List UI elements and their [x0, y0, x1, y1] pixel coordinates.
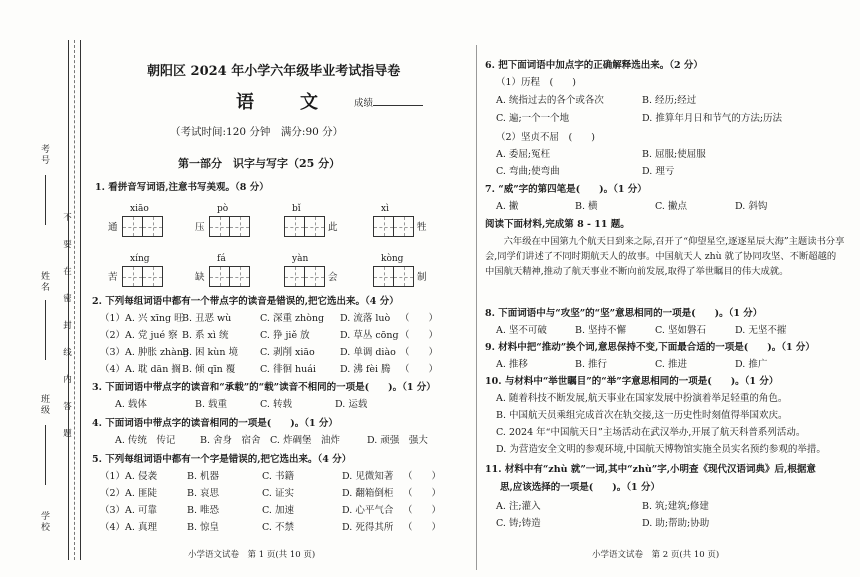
q2-option: D. 单调 diào [340, 347, 396, 358]
q5-option: （3）A. 可靠 [100, 505, 157, 516]
q8-option: A. 坚不可破 [496, 325, 547, 336]
q8-option: D. 无坚不摧 [735, 325, 787, 336]
q1-answer-box[interactable] [229, 216, 250, 237]
q5-option: C. 不禁 [262, 522, 294, 533]
q8-option: C. 坚如磐石 [655, 325, 706, 336]
q5-option: D. 心平气合 [342, 505, 394, 516]
q1-char: 压 [195, 222, 205, 233]
q1-pinyin: yàn [292, 254, 309, 264]
q2-option: （ ） [400, 330, 439, 341]
q1-answer-box[interactable] [393, 216, 414, 237]
name-blank [45, 300, 46, 360]
q2-option: B. 系 xì 统 [182, 330, 229, 341]
q1-answer-box[interactable] [304, 266, 325, 287]
q2-option: B. 丑恶 wù [182, 313, 232, 324]
q1-pinyin: xiāo [130, 204, 149, 214]
q9-option: B. 推行 [575, 359, 608, 370]
q1-pinyin: xì [381, 204, 389, 214]
q1-pinyin: fá [217, 254, 226, 264]
q1-answer-box[interactable] [284, 266, 305, 287]
q1-answer-box[interactable] [373, 266, 394, 287]
q5-stem: 5. 下列每组词语中都有一个字是错误的,把它选出来。（4 分） [92, 454, 352, 465]
page-divider [476, 45, 477, 570]
q7-option: A. 撇 [496, 201, 519, 212]
q5-option: （1）A. 侵袭 [100, 471, 157, 482]
q7-option: B. 横 [575, 201, 598, 212]
q9-option: A. 推移 [496, 359, 528, 370]
q1-answer-box[interactable] [229, 266, 250, 287]
q1-answer-box[interactable] [373, 216, 394, 237]
q5-option: D. 见微知著 [342, 471, 394, 482]
q9-option: C. 推进 [655, 359, 687, 370]
q8-option: B. 坚持不懈 [575, 325, 627, 336]
q1-answer-box[interactable] [284, 216, 305, 237]
q6a-option: A. 统指过去的各个或各次 [496, 95, 604, 106]
q2-option: B. 倾 qīn 覆 [182, 364, 236, 375]
q10-stem: 10. 与材料中“举世瞩目”的“举”字意思相同的一项是( )。（1 分） [485, 376, 779, 387]
q2-option: C. 深重 zhòng [260, 313, 325, 324]
q2-option: C. 狰 jiě 放 [260, 330, 310, 341]
q2-option: C. 剥削 xiāo [260, 347, 315, 358]
q2-option: D. 草丛 cōng [340, 330, 399, 341]
q6-stem: 6. 把下面词语中加点字的正确解释选出来。（2 分） [485, 60, 703, 71]
q2-stem: 2. 下列每组词语中都有一个带点字的读音是错误的,把它选出来。（4 分） [92, 296, 399, 307]
q2-option: （2）A. 党 jué 察 [100, 330, 178, 341]
q2-option: （ ） [400, 347, 439, 358]
q6a-option: B. 经历;经过 [642, 95, 697, 106]
q10-option: B. 中国航天员乘组完成首次在轨交接,这一历史性时刻值得举国欢庆。 [496, 410, 788, 421]
q2-option: D. 流落 luò [340, 313, 391, 324]
q11-stem: 11. 材料中有“zhù 就”一词,其中“zhù”字,小明查《现代汉语词典》后,根据意 [485, 464, 816, 475]
exam-no-blank [45, 175, 46, 225]
q6-sub2: （2）坚贞不屈 ( ) [496, 132, 595, 143]
q10-option: A. 随着科技不断发展,航天事业在国家发展中扮演着举足轻重的角色。 [496, 393, 788, 404]
q7-option: D. 斜钩 [735, 201, 768, 212]
subject-title: 语 文 [236, 92, 332, 113]
q5-option: （ ） [403, 505, 442, 516]
q10-option: D. 为营造安全文明的参观环境,中国航天博物馆实施全员实名预约参观的举措。 [496, 444, 826, 455]
q11-option: D. 助;帮助;协助 [642, 518, 710, 529]
q1-char: 苦 [108, 272, 118, 283]
seal-warning: 不要在密封线内答题 [63, 213, 72, 439]
q1-answer-box[interactable] [142, 266, 163, 287]
class-blank [45, 425, 46, 485]
exam-no-label: 考号 [40, 145, 50, 166]
q6b-option: B. 屈服;使屈服 [642, 149, 706, 160]
part1-heading: 第一部分 识字与写字（25 分） [178, 157, 341, 170]
class-label: 班级 [40, 395, 50, 416]
q5-option: （ ） [403, 471, 442, 482]
q11-option: A. 注;灌入 [496, 501, 541, 512]
q4-option: D. 顽强 强大 [367, 435, 428, 446]
q1-answer-box[interactable] [142, 216, 163, 237]
q3-option: A. 载体 [115, 399, 147, 410]
exam-info: （考试时间:120 分钟 满分:90 分） [170, 126, 344, 138]
q11-stem2: 思,应该选择的一项是( )。（1 分） [500, 482, 660, 493]
q5-option: B. 惊皇 [187, 522, 220, 533]
q5-option: D. 死得其所 [342, 522, 394, 533]
q6b-option: A. 委屈;冤枉 [496, 149, 551, 160]
q1-answer-box[interactable] [209, 216, 230, 237]
q1-pinyin: bǐ [292, 204, 301, 214]
reading-intro: 阅读下面材料,完成第 8 - 11 题。 [485, 219, 630, 230]
q3-option: C. 转载 [260, 399, 292, 410]
q1-stem: 1. 看拼音写词语,注意书写美观。（8 分） [95, 182, 269, 193]
exam-title: 朝阳区 2024 年小学六年级毕业考试指导卷 [147, 64, 401, 79]
footer-right: 小学语文试卷 第 2 页(共 10 页) [592, 550, 720, 560]
q1-answer-box[interactable] [209, 266, 230, 287]
q2-option: （1）A. 兴 xīng 旺 [100, 313, 184, 324]
q2-option: D. 沸 fèi 腾 [340, 364, 391, 375]
q6b-option: D. 理亏 [642, 166, 675, 177]
q5-option: （4）A. 真理 [100, 522, 157, 533]
q2-option: C. 徘徊 huái [260, 364, 316, 375]
q4-stem: 4. 下面词语中带点字的读音相同的一项是( )。（1 分） [92, 418, 338, 429]
q6a-option: D. 推算年月日和节气的方法;历法 [642, 113, 783, 124]
q1-char: 制 [417, 272, 427, 283]
q4-option: A. 传统 传记 [115, 435, 176, 446]
q11-option: B. 筑;建筑;修建 [642, 501, 709, 512]
q1-answer-box[interactable] [304, 216, 325, 237]
q3-stem: 3. 下面词语中带点字的读音和“承载”的“载”读音不相同的一项是( )。（1 分） [92, 382, 436, 393]
school-label: 学校 [40, 512, 50, 533]
q3-option: B. 载重 [195, 399, 228, 410]
q5-option: C. 证实 [262, 488, 294, 499]
q1-char: 会 [328, 272, 338, 283]
q1-answer-box[interactable] [122, 216, 143, 237]
q5-option: B. 哀思 [187, 488, 220, 499]
q1-char: 牲 [417, 222, 427, 233]
q2-option: （3）A. 肿胀 zhàng [100, 347, 189, 358]
q1-char: 通 [108, 222, 118, 233]
q6a-option: C. 遍;一个一个地 [496, 113, 570, 124]
q3-option: D. 运载 [335, 399, 368, 410]
q5-option: C. 加速 [262, 505, 294, 516]
q1-pinyin: xíng [130, 254, 150, 264]
name-label: 姓名 [40, 272, 50, 293]
q5-option: C. 书籍 [262, 471, 294, 482]
q6-sub1: （1）历程 ( ) [496, 77, 576, 88]
q2-option: B. 困 kùn 境 [182, 347, 239, 358]
footer-left: 小学语文试卷 第 1 页(共 10 页) [188, 550, 316, 560]
seal-dash-line [74, 40, 75, 560]
q5-option: （ ） [403, 522, 442, 533]
q2-option: （ ） [400, 364, 439, 375]
q9-stem: 9. 材料中把“推动”换个词,意思保持不变,下面最合适的一项是( )。（1 分） [485, 342, 815, 353]
q5-option: B. 唯恐 [187, 505, 220, 516]
q5-option: （ ） [403, 488, 442, 499]
q4-option: C. 炸碉堡 油炸 [270, 435, 340, 446]
q7-option: C. 撇点 [655, 201, 687, 212]
q1-char: 缺 [195, 272, 205, 283]
q4-option: B. 舍身 宿舍 [200, 435, 261, 446]
q6b-option: C. 弯曲;使弯曲 [496, 166, 560, 177]
score-label: 成绩 [354, 96, 423, 110]
q5-option: D. 翻箱倒柜 [342, 488, 394, 499]
q2-option: （ ） [400, 313, 439, 324]
q10-option: C. 2024 年“中国航天日”主场活动在武汉举办,开展了航天科普系列活动。 [496, 427, 806, 438]
q8-stem: 8. 下面词语中与“攻坚”的“坚”意思相同的一项是( )。（1 分） [485, 308, 763, 319]
reading-passage: 六年级在中国第九个航天日到来之际,召开了“仰望星空,逐逐星辰大海”主题读书分享会,同学们讲述了不同时期航天人的故事。中国航天人 zhù 就了协同攻坚、不断超越的中国航天精神,推动了航天事业不断向前发展,取得了举世瞩目的伟大成就。 [485, 236, 845, 277]
q11-option: C. 铸;铸造 [496, 518, 541, 529]
q1-answer-box[interactable] [393, 266, 414, 287]
q7-stem: 7. “威”字的第四笔是( )。（1 分） [485, 184, 647, 195]
q9-option: D. 推广 [735, 359, 768, 370]
q1-pinyin: kòng [381, 254, 404, 264]
seal-line-inner [80, 40, 81, 560]
q2-option: （4）A. 耽 dān 搁 [100, 364, 181, 375]
q1-pinyin: pò [217, 204, 229, 214]
q1-answer-box[interactable] [122, 266, 143, 287]
q5-option: B. 机器 [187, 471, 220, 482]
q1-char: 此 [328, 222, 338, 233]
q5-option: （2）A. 匪陡 [100, 488, 157, 499]
